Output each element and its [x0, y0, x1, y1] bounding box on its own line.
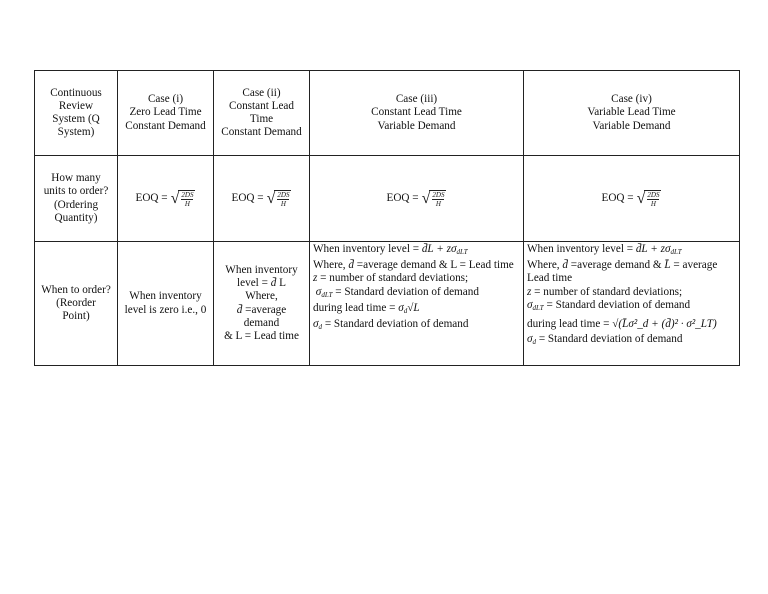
math-subscript: dLT: [321, 290, 333, 299]
math-symbol: d̄: [348, 259, 354, 272]
eoq-label: EOQ =: [135, 191, 168, 204]
radical-sign-icon: √: [636, 189, 646, 207]
reorder-case4-cell: [524, 242, 740, 366]
text-fragment: during lead time =: [527, 318, 613, 331]
text-fragment: = Standard deviation of demand: [536, 333, 683, 346]
math-subscript: d: [532, 338, 537, 347]
eoq-formula: [232, 190, 292, 208]
reorder-text-line: demand: [243, 316, 280, 329]
eoq-case3-cell: [310, 156, 524, 242]
reorder-text-line: Where,: [245, 290, 278, 303]
math-formula: √L: [407, 301, 420, 314]
text-fragment: = Standard deviation of demand: [543, 298, 691, 311]
header-case1-line: Zero Lead Time: [129, 106, 202, 119]
header-row: [35, 71, 740, 156]
math-formula: d̄L + zσ: [635, 243, 671, 255]
text-fragment: =average demand & L = Lead time: [354, 259, 514, 272]
reorder-formula-line: [527, 243, 736, 259]
reorder-point-row: [35, 242, 740, 366]
reorder-text-line: [527, 299, 736, 315]
reorder-text-line: [527, 333, 736, 349]
row-label-line: Point): [62, 310, 90, 323]
text-fragment: =average: [242, 303, 287, 316]
header-case1-line: Case (i): [147, 93, 184, 106]
eoq-formula: [136, 190, 196, 208]
math-formula: d̄L + zσ: [421, 243, 457, 255]
math-symbol: L̄: [664, 259, 671, 272]
row-label-line: How many: [51, 172, 101, 185]
eoq-fraction: [644, 190, 661, 208]
eoq-numerator: 2DS: [181, 190, 194, 199]
eoq-fraction: [178, 190, 195, 208]
reorder-case1-cell: [118, 242, 214, 366]
reorder-text-line: When inventory: [225, 263, 298, 276]
reorder-text-line: [313, 272, 520, 285]
text-fragment: =average demand &: [568, 259, 665, 272]
radical-sign-icon: √: [170, 189, 180, 207]
eoq-case2-cell: [214, 156, 310, 242]
header-col0-line: System): [57, 126, 95, 139]
text-fragment: L: [276, 277, 286, 290]
reorder-formula-line: [217, 277, 306, 290]
row-label-line: When to order?: [41, 283, 111, 296]
text-fragment: = Standard deviation of demand: [332, 285, 479, 298]
eoq-denominator: H: [435, 199, 441, 208]
header-case4-line: Variable Lead Time: [587, 106, 676, 119]
text-fragment: during lead time =: [313, 301, 399, 314]
header-case4-cell: [524, 71, 740, 156]
reorder-point-label-cell: [35, 242, 118, 366]
header-case4-line: Case (iv): [611, 93, 652, 106]
header-case2-line: Constant Demand: [221, 126, 302, 139]
reorder-case2-cell: [214, 242, 310, 366]
eoq-label: EOQ =: [601, 191, 634, 204]
reorder-text-line: [313, 286, 520, 302]
math-symbol: σ: [313, 318, 319, 331]
reorder-case3-cell: [310, 242, 524, 366]
header-case3-line: Constant Lead Time: [371, 106, 462, 119]
math-symbol: z: [313, 272, 318, 285]
reorder-text-line: level is zero i.e., 0: [124, 303, 207, 316]
math-subscript: dLT: [532, 303, 544, 312]
header-case2-cell: [214, 71, 310, 156]
header-case3-line: Case (iii): [395, 93, 438, 106]
reorder-text-line: & L = Lead time: [224, 329, 299, 342]
header-case2-line: Constant Lead: [229, 99, 294, 112]
header-case2-line: Case (ii): [242, 86, 281, 99]
reorder-text-line: When inventory: [129, 290, 202, 303]
eoq-formula: [602, 190, 662, 208]
math-symbol: σ: [315, 285, 322, 298]
math-symbol: d̄: [562, 259, 568, 272]
math-formula: √(L̄σ²_d + (d̄)² · σ²_LT): [612, 318, 717, 331]
eoq-case1-cell: [118, 156, 214, 242]
reorder-formula-line: [527, 315, 736, 333]
radical-sign-icon: √: [266, 189, 276, 207]
header-col0-line: Review: [58, 99, 94, 112]
ordering-quantity-row: [35, 156, 740, 242]
math-symbol: d̄: [270, 277, 277, 290]
square-root: [637, 190, 662, 208]
eoq-numerator: 2DS: [432, 190, 445, 199]
header-col0-cell: [35, 71, 118, 156]
text-fragment: Where,: [313, 259, 349, 272]
math-symbol: σ: [527, 298, 533, 311]
text-fragment: level =: [237, 277, 271, 290]
inventory-model-table: [34, 70, 740, 366]
ordering-quantity-label-cell: [35, 156, 118, 242]
reorder-text-line: [527, 286, 736, 299]
row-label-line: Quantity): [54, 211, 98, 224]
header-case1-line: Constant Demand: [125, 119, 206, 132]
text-fragment: = number of standard deviations;: [317, 272, 469, 285]
text-fragment: = number of standard deviations;: [531, 285, 683, 298]
eoq-formula: [387, 190, 447, 208]
text-fragment: When inventory level =: [527, 243, 636, 255]
reorder-formula-line: [313, 243, 520, 259]
math-subscript: dLT: [670, 248, 682, 256]
math-subscript: d: [318, 323, 323, 332]
reorder-text-line: [217, 304, 306, 317]
eoq-case4-cell: [524, 156, 740, 242]
reorder-formula-line: [313, 302, 520, 318]
reorder-text-line: [313, 318, 520, 334]
eoq-denominator: H: [280, 199, 286, 208]
math-symbol: d̄: [236, 303, 243, 316]
reorder-text-line: [313, 259, 520, 272]
eoq-numerator: 2DS: [647, 190, 660, 199]
eoq-denominator: H: [184, 199, 190, 208]
eoq-fraction: [274, 190, 291, 208]
header-case3-cell: [310, 71, 524, 156]
header-col0-line: System (Q: [52, 113, 100, 125]
eoq-numerator: 2DS: [277, 190, 290, 199]
reorder-text-line: Lead time: [527, 272, 573, 285]
math-symbol: z: [527, 285, 532, 298]
header-case1-cell: [118, 71, 214, 156]
eoq-label: EOQ =: [231, 191, 264, 204]
row-label-line: (Ordering: [53, 198, 99, 211]
radical-sign-icon: √: [421, 189, 431, 207]
math-subscript: dLT: [456, 248, 468, 256]
reorder-text-line: [527, 259, 736, 272]
text-fragment: = average: [670, 259, 718, 272]
header-case2-line: Time: [249, 113, 274, 125]
row-label-line: (Reorder: [56, 296, 96, 309]
square-root: [171, 190, 196, 208]
header-case4-line: Variable Demand: [592, 119, 671, 132]
square-root: [422, 190, 447, 208]
header-col0-line: Continuous: [50, 86, 102, 99]
eoq-label: EOQ =: [386, 191, 419, 204]
header-case3-line: Variable Demand: [377, 119, 456, 132]
text-fragment: Where,: [527, 259, 563, 272]
math-formula: σ: [398, 301, 404, 314]
eoq-denominator: H: [650, 199, 656, 208]
math-subscript: d: [403, 306, 408, 315]
eoq-fraction: [429, 190, 446, 208]
text-fragment: = Standard deviation of demand: [322, 318, 469, 331]
square-root: [267, 190, 292, 208]
row-label-line: units to order?: [43, 185, 109, 198]
text-fragment: When inventory level =: [313, 243, 422, 255]
math-symbol: σ: [527, 333, 533, 346]
